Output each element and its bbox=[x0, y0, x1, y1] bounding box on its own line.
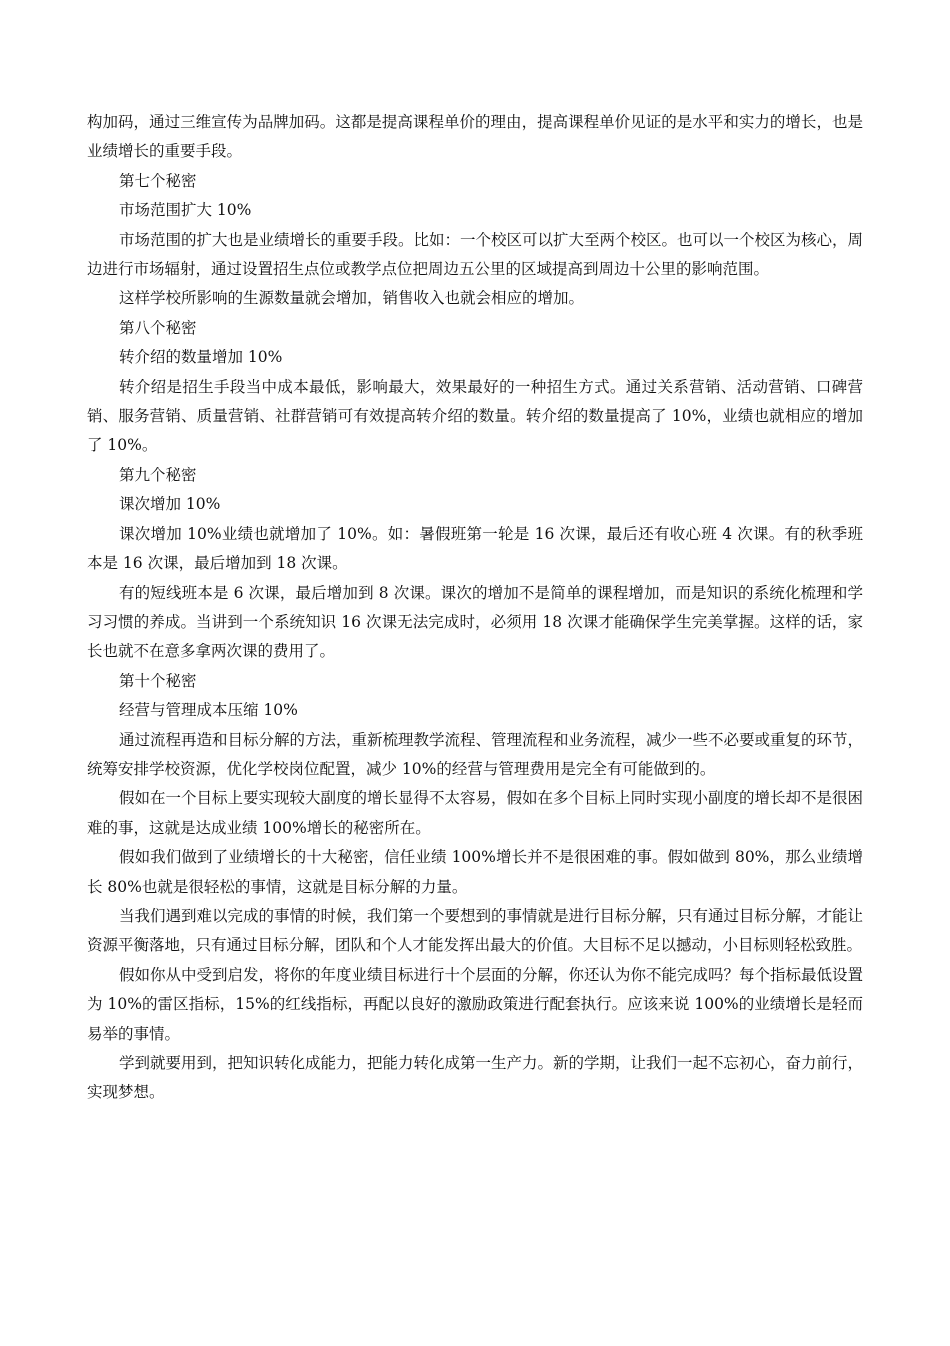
section-heading-seventh-secret: 第七个秘密 bbox=[119, 171, 197, 190]
section-subheading-market-scope: 市场范围扩大 10% bbox=[119, 201, 252, 220]
paragraph-closing: 学到就要用到，把知识转化成能力，把能力转化成第一生产力。新的学期，让我们一起不忘初心，奋力前行，实现梦想。 bbox=[87, 1054, 864, 1102]
section-subheading-lessons: 课次增加 10% bbox=[119, 495, 221, 514]
paragraph: 假如我们做到了业绩增长的十大秘密，信任业绩 100%增长并不是很困难的事。假如做到 80%，那么业绩增长 80%也就是很轻松的事情，这就是目标分解的力量。 bbox=[87, 848, 863, 896]
paragraph: 市场范围的扩大也是业绩增长的重要手段。比如：一个校区可以扩大至两个校区。也可以一个校区为核心，周边进行市场辐射，通过设置招生点位或教学点位把周边五公里的区域提高到周边十公里的影响范围。 bbox=[87, 230, 864, 279]
section-heading-tenth-secret: 第十个秘密 bbox=[119, 671, 197, 690]
paragraph: 课次增加 10%业绩也就增加了 10%。如：暑假班第一轮是 16 次课，最后还有收心班 4 次课。有的秋季班本是 16 次课，最后增加到 18 次课。 bbox=[87, 524, 863, 573]
paragraph-continuation: 构加码，通过三维宣传为品牌加码。这都是提高课程单价的理由，提高课程单价见证的是水平和实力的增长，也是业绩增长的重要手段。 bbox=[87, 113, 863, 161]
section-subheading-referrals: 转介绍的数量增加 10% bbox=[119, 348, 283, 367]
paragraph: 有的短线班本是 6 次课，最后增加到 8 次课。课次的增加不是简单的课程增加，而是知识的系统化梳理和学习习惯的养成。当讲到一个系统知识 16 次课无法完成时，必须用 18 次课才能确保学生完美掌握。这样的话，家长也就不在意多拿两次课的费用了。 bbox=[87, 583, 863, 661]
paragraph: 假如在一个目标上要实现较大副度的增长显得不太容易，假如在多个目标上同时实现小副度的增长却不是很困难的事，这就是达成业绩 100%增长的秘密所在。 bbox=[87, 789, 864, 837]
paragraph: 假如你从中受到启发，将你的年度业绩目标进行十个层面的分解，你还认为你不能完成吗？每个指标最低设置为 10%的雷区指标，15%的红线指标，再配以良好的激励政策进行配套执行。应该来说 100%的业绩增长是轻而易举的事情。 bbox=[87, 965, 864, 1043]
paragraph: 这样学校所影响的生源数量就会增加，销售收入也就会相应的增加。 bbox=[119, 289, 585, 308]
paragraph: 当我们遇到难以完成的事情的时候，我们第一个要想到的事情就是进行目标分解，只有通过目标分解，才能让资源平衡落地，只有通过目标分解，团队和个人才能发挥出最大的价值。大目标不足以撼动，小目标则轻松致胜。 bbox=[87, 906, 864, 955]
paragraph: 转介绍是招生手段当中成本最低，影响最大，效果最好的一种招生方式。通过关系营销、活动营销、口碑营销、服务营销、质量营销、社群营销可有效提高转介绍的数量。转介绍的数量提高了 10%，业绩也就相应的增加了 10%。 bbox=[87, 377, 863, 455]
paragraph: 通过流程再造和目标分解的方法，重新梳理教学流程、管理流程和业务流程，减少一些不必要或重复的环节，统筹安排学校资源，优化学校岗位配置，减少 10%的经营与管理费用是完全有可能做到的。 bbox=[87, 730, 864, 778]
section-heading-ninth-secret: 第九个秘密 bbox=[119, 465, 197, 484]
section-heading-eighth-secret: 第八个秘密 bbox=[119, 318, 197, 337]
section-subheading-cost-reduction: 经营与管理成本压缩 10% bbox=[119, 701, 298, 720]
document-body bbox=[87, 108, 863, 1108]
